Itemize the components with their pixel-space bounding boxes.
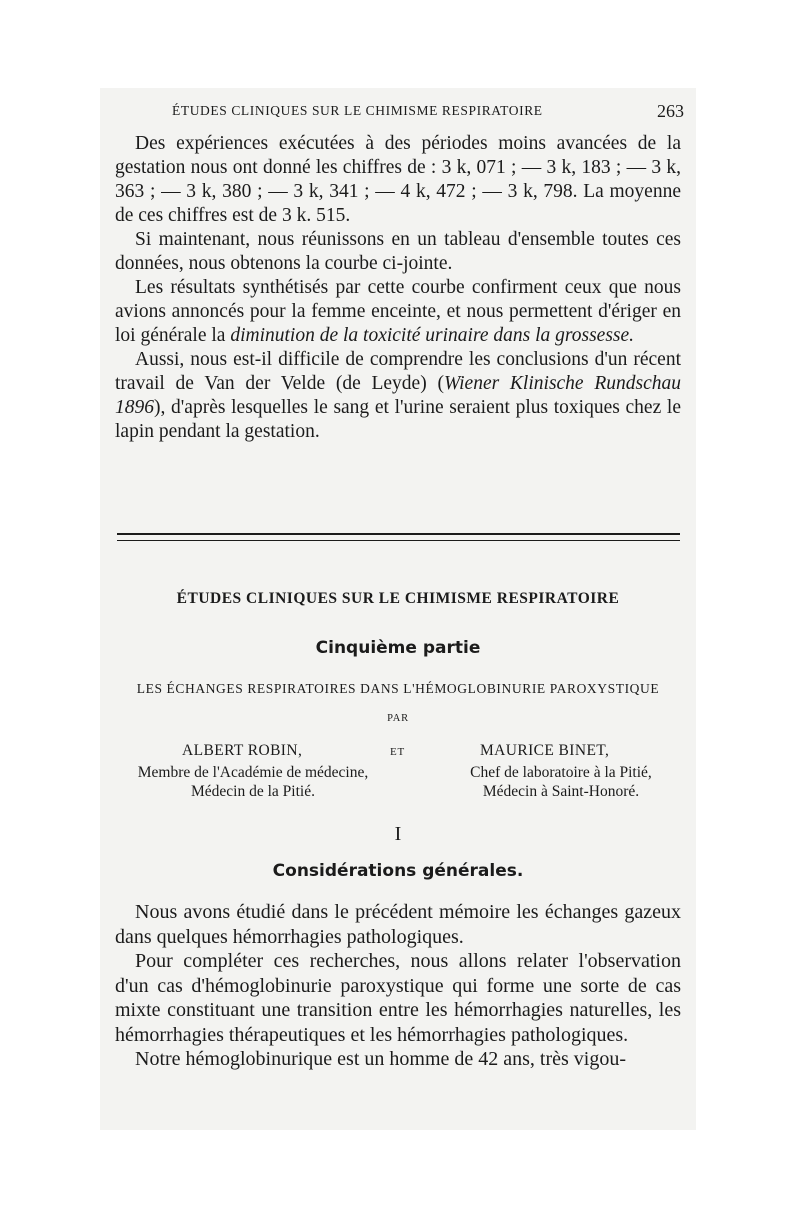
running-head-title: ÉTUDES CLINIQUES SUR LE CHIMISME RESPIRATOIRE	[172, 103, 543, 118]
affiliation-line: Médecin à Saint-Honoré.	[482, 783, 640, 800]
running-head	[110, 101, 684, 121]
and-label: ET	[390, 746, 406, 758]
paragraph: Des expériences exécutées à des périodes moins avancées de la gestation nous ont donné les chiffres de : 3 k, 071 ; — 3 k, 183 ; — 3 k, 363 ; — 3 k, 380 ; — 3 k, 341 ; — 4 k, 472 ; — 3 k, 798. La moyenne de ces chiffres est de 3 k. 515.	[115, 133, 681, 226]
affiliation-line: Médecin de la Pitié.	[191, 783, 315, 800]
top-text-block	[115, 132, 681, 444]
paragraph-text: ), d'après lesquelles le sang et l'urine seraient plus toxiques chez le lapin pendant la gestation.	[115, 397, 681, 442]
article-title: ÉTUDES CLINIQUES SUR LE CHIMISME RESPIRATOIRE	[176, 590, 620, 607]
emphasis-text: diminution de la toxicité urinaire dans la grossesse.	[230, 325, 635, 346]
paragraph	[115, 276, 681, 348]
author-affiliation	[430, 763, 692, 801]
divider-rule	[117, 540, 680, 541]
affiliation-line: Chef de laboratoire à la Pitié,	[470, 764, 652, 781]
citation-text: Wiener Klinische Rundschau 1896	[115, 373, 681, 418]
paragraph: Si maintenant, nous réunissons en un tableau d'ensemble toutes ces données, nous obtenons la courbe ci-jointe.	[115, 229, 681, 274]
paragraph: Nous avons étudié dans le précédent mémoire les échanges gazeux dans quelques hémorrhagies pathologiques.	[115, 901, 681, 948]
author-name: ALBERT ROBIN,	[182, 742, 303, 759]
page-number: 263	[657, 101, 684, 121]
article-part: Cinquième partie	[315, 638, 481, 658]
section-title: Considérations générales.	[272, 861, 524, 881]
divider-rule	[117, 533, 680, 535]
by-label: PAR	[387, 713, 409, 724]
paragraph-text: Les résultats synthétisés par cette courbe confirment ceux que nous avions annoncés pour la femme enceinte, et nous permettent d'ériger en loi générale la	[115, 277, 681, 346]
section-number: I	[394, 823, 402, 845]
author-name: MAURICE BINET,	[480, 742, 610, 759]
paragraph: Notre hémoglobinurique est un homme de 42 ans, très vigou-	[135, 1048, 627, 1070]
paragraph: Pour compléter ces recherches, nous allons relater l'observation d'un cas d'hémoglobinurie paroxystique qui forme une sorte de cas mixte constituant une transition entre les hémorrhagies naturelles, les hémorrhagies thérapeutiques et les hémorrhagies pathologiques.	[115, 950, 681, 1046]
bottom-text-block	[115, 900, 681, 1072]
article-subtitle: LES ÉCHANGES RESPIRATOIRES DANS L'HÉMOGLOBINURIE PAROXYSTIQUE	[136, 681, 660, 696]
affiliation-line: Membre de l'Académie de médecine,	[137, 764, 369, 781]
paragraph	[115, 348, 681, 444]
author-affiliation	[112, 763, 394, 801]
paragraph-text: Aussi, nous est-il difficile de comprendre les conclusions d'un récent travail de Van der Velde (de Leyde) (	[115, 349, 681, 394]
